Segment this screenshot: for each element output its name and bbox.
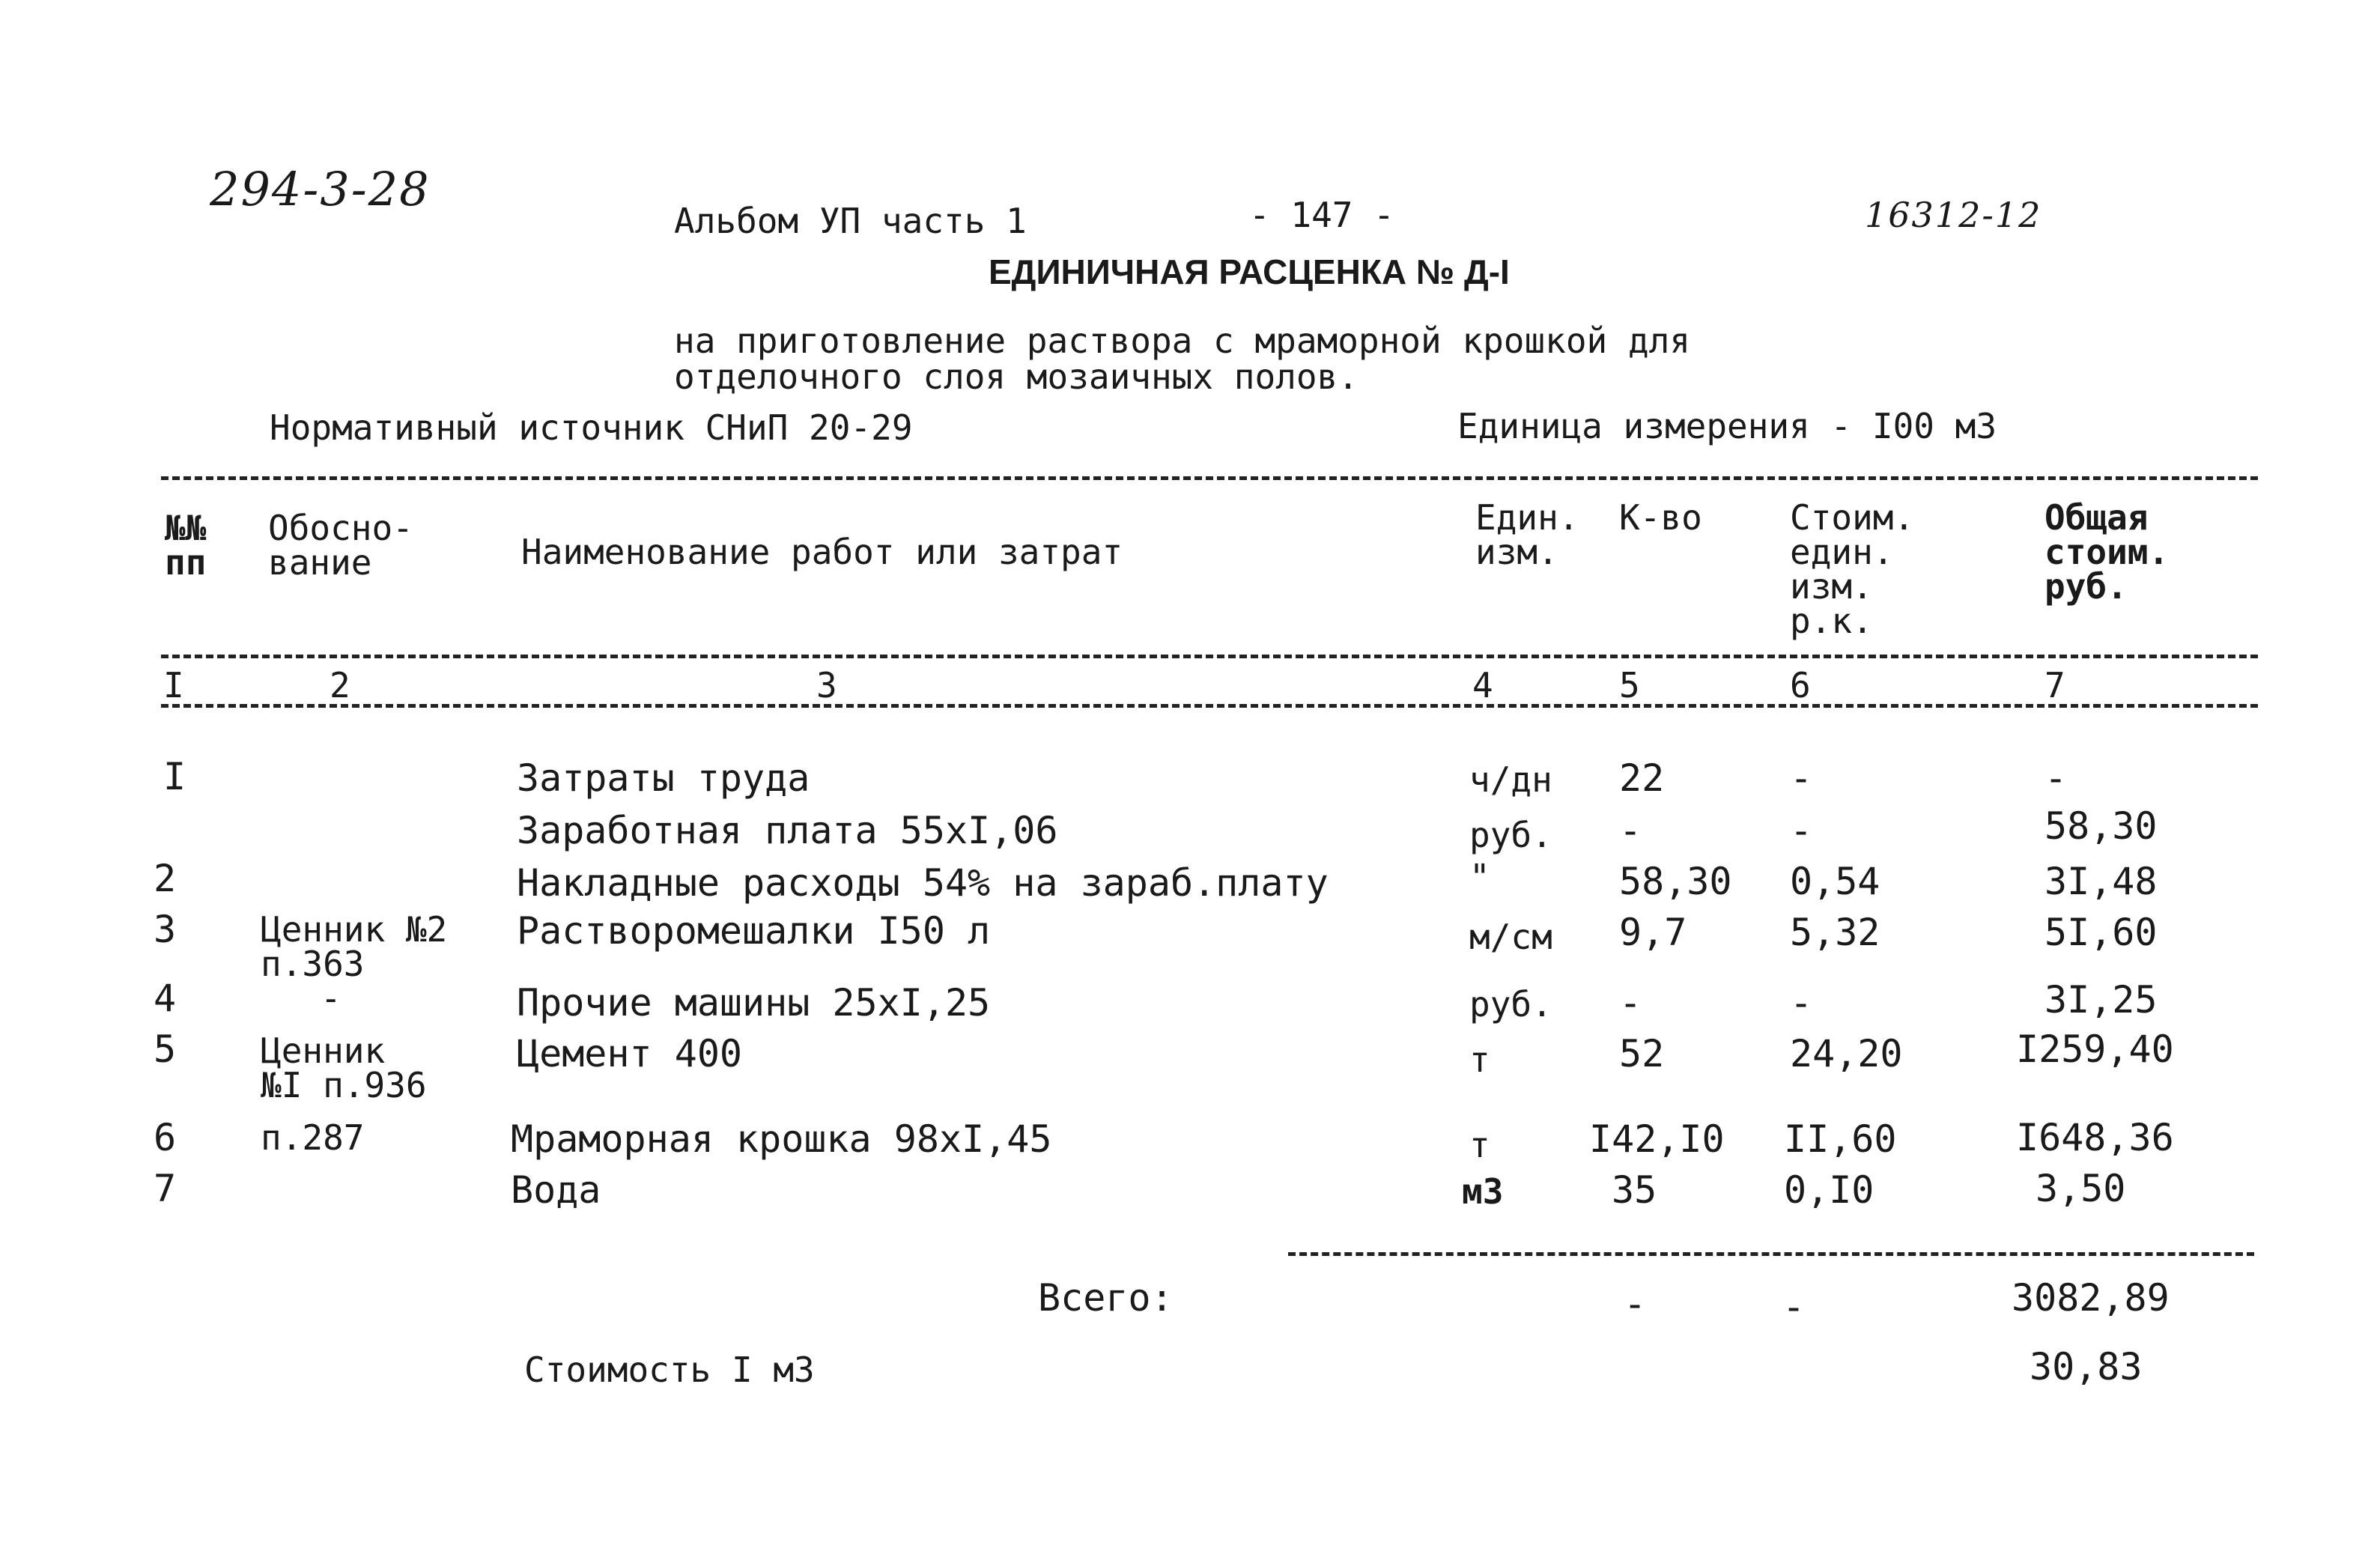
row-total: 3I,25	[2044, 978, 2158, 1022]
row-total: I259,40	[2016, 1028, 2174, 1071]
total-sum: 3082,89	[2012, 1276, 2170, 1320]
total-qty: -	[1624, 1282, 1647, 1326]
row-price: 5,32	[1790, 911, 1880, 954]
row-num: 6	[154, 1116, 177, 1159]
unit-of-measure: Единица измерения - I00 м3	[1457, 406, 1997, 446]
row-total: I648,36	[2016, 1116, 2174, 1159]
col-number: 7	[2044, 665, 2065, 705]
row-total: 3,50	[2036, 1167, 2126, 1210]
header-total: Общая стоим. руб.	[2044, 497, 2170, 607]
col-number: 6	[1790, 665, 1811, 705]
row-name: Вода	[511, 1168, 601, 1212]
row-name: Цемент 400	[517, 1032, 743, 1075]
row-name: Растворомешалки I50 л	[517, 909, 991, 953]
album-label: Альбом УП часть 1	[674, 201, 1027, 241]
page-number: - 147 -	[1249, 195, 1394, 235]
col-number: I	[163, 665, 184, 705]
unit-cost-label: Стоимость I м3	[524, 1350, 815, 1390]
row-unit: ч/дн	[1469, 759, 1552, 800]
row-basis: Ценник №2 п.363	[261, 909, 448, 984]
row-unit: м/см	[1469, 917, 1552, 957]
row-name: Накладные расходы 54% на зараб.плату	[517, 861, 1329, 905]
total-label: Всего:	[1038, 1276, 1174, 1320]
row-price: 0,I0	[1784, 1168, 1874, 1212]
row-total: 58,30	[2044, 804, 2158, 848]
row-qty: -	[1619, 809, 1642, 852]
row-price: II,60	[1784, 1117, 1897, 1161]
row-qty: 58,30	[1619, 860, 1732, 903]
totals-rule	[1288, 1252, 2254, 1256]
row-price: 0,54	[1790, 860, 1880, 903]
row-qty: I42,I0	[1589, 1117, 1725, 1161]
row-price: 24,20	[1790, 1032, 1903, 1075]
row-qty: 35	[1612, 1168, 1657, 1212]
row-num: I	[163, 755, 186, 798]
row-unit: м3	[1462, 1171, 1504, 1212]
row-num: 7	[154, 1167, 177, 1210]
row-total: 3I,48	[2044, 860, 2158, 903]
row-unit: т	[1469, 1125, 1490, 1165]
row-num: 3	[154, 908, 177, 951]
row-qty: 52	[1619, 1032, 1665, 1075]
header-unit: Един. изм.	[1475, 497, 1579, 572]
row-qty: 9,7	[1619, 911, 1687, 954]
subtitle-line-1: на приготовление раствора с мраморной крошкой для	[674, 321, 1691, 361]
col-number: 4	[1472, 665, 1493, 705]
row-name: Заработная плата 55xI,06	[517, 809, 1058, 852]
table-top-rule	[161, 476, 2258, 480]
header-price: Стоим. един. изм. р.к.	[1790, 497, 1915, 641]
row-unit: руб.	[1469, 815, 1552, 855]
unit-cost-value: 30,83	[2030, 1345, 2143, 1388]
header-basis: Обосно- вание	[268, 508, 413, 583]
subtitle-line-2: отделочного слоя мозаичных полов.	[674, 356, 1359, 397]
header-bottom-rule	[161, 655, 2258, 658]
header-name: Наименование работ или затрат	[521, 532, 1123, 572]
row-num: 2	[154, 857, 177, 900]
row-name: Затраты труда	[517, 756, 810, 800]
handwritten-code-left: 294-3-28	[210, 162, 431, 216]
row-total: 5I,60	[2044, 911, 2158, 954]
header-num: №№ пп	[165, 508, 207, 583]
total-price: -	[1782, 1285, 1806, 1329]
normative-source: Нормативный источник СНиП 20-29	[270, 407, 913, 448]
row-basis: -	[321, 978, 341, 1019]
row-basis: Ценник №I п.936	[261, 1031, 427, 1105]
row-unit: т	[1469, 1039, 1490, 1080]
row-total: -	[2044, 756, 2068, 800]
row-name: Мраморная крошка 98xI,45	[511, 1117, 1052, 1161]
row-qty: -	[1619, 981, 1642, 1025]
col-number: 2	[330, 665, 350, 705]
column-numbers-bottom-rule	[161, 704, 2258, 708]
row-num: 5	[154, 1028, 177, 1071]
document-title: ЕДИНИЧНАЯ РАСЦЕНКА № Д-I	[989, 252, 1510, 291]
row-price: -	[1790, 809, 1813, 852]
col-number: 5	[1619, 665, 1640, 705]
row-price: -	[1790, 756, 1813, 800]
row-num: 4	[154, 977, 177, 1020]
row-qty: 22	[1619, 756, 1665, 800]
row-unit: "	[1469, 857, 1490, 897]
handwritten-code-right: 16312-12	[1865, 195, 2042, 235]
row-name: Прочие машины 25xI,25	[517, 981, 991, 1025]
header-qty: К-во	[1619, 497, 1702, 538]
row-unit: руб.	[1469, 984, 1552, 1025]
row-basis: п.287	[261, 1117, 365, 1158]
col-number: 3	[816, 665, 837, 705]
row-price: -	[1790, 981, 1813, 1025]
